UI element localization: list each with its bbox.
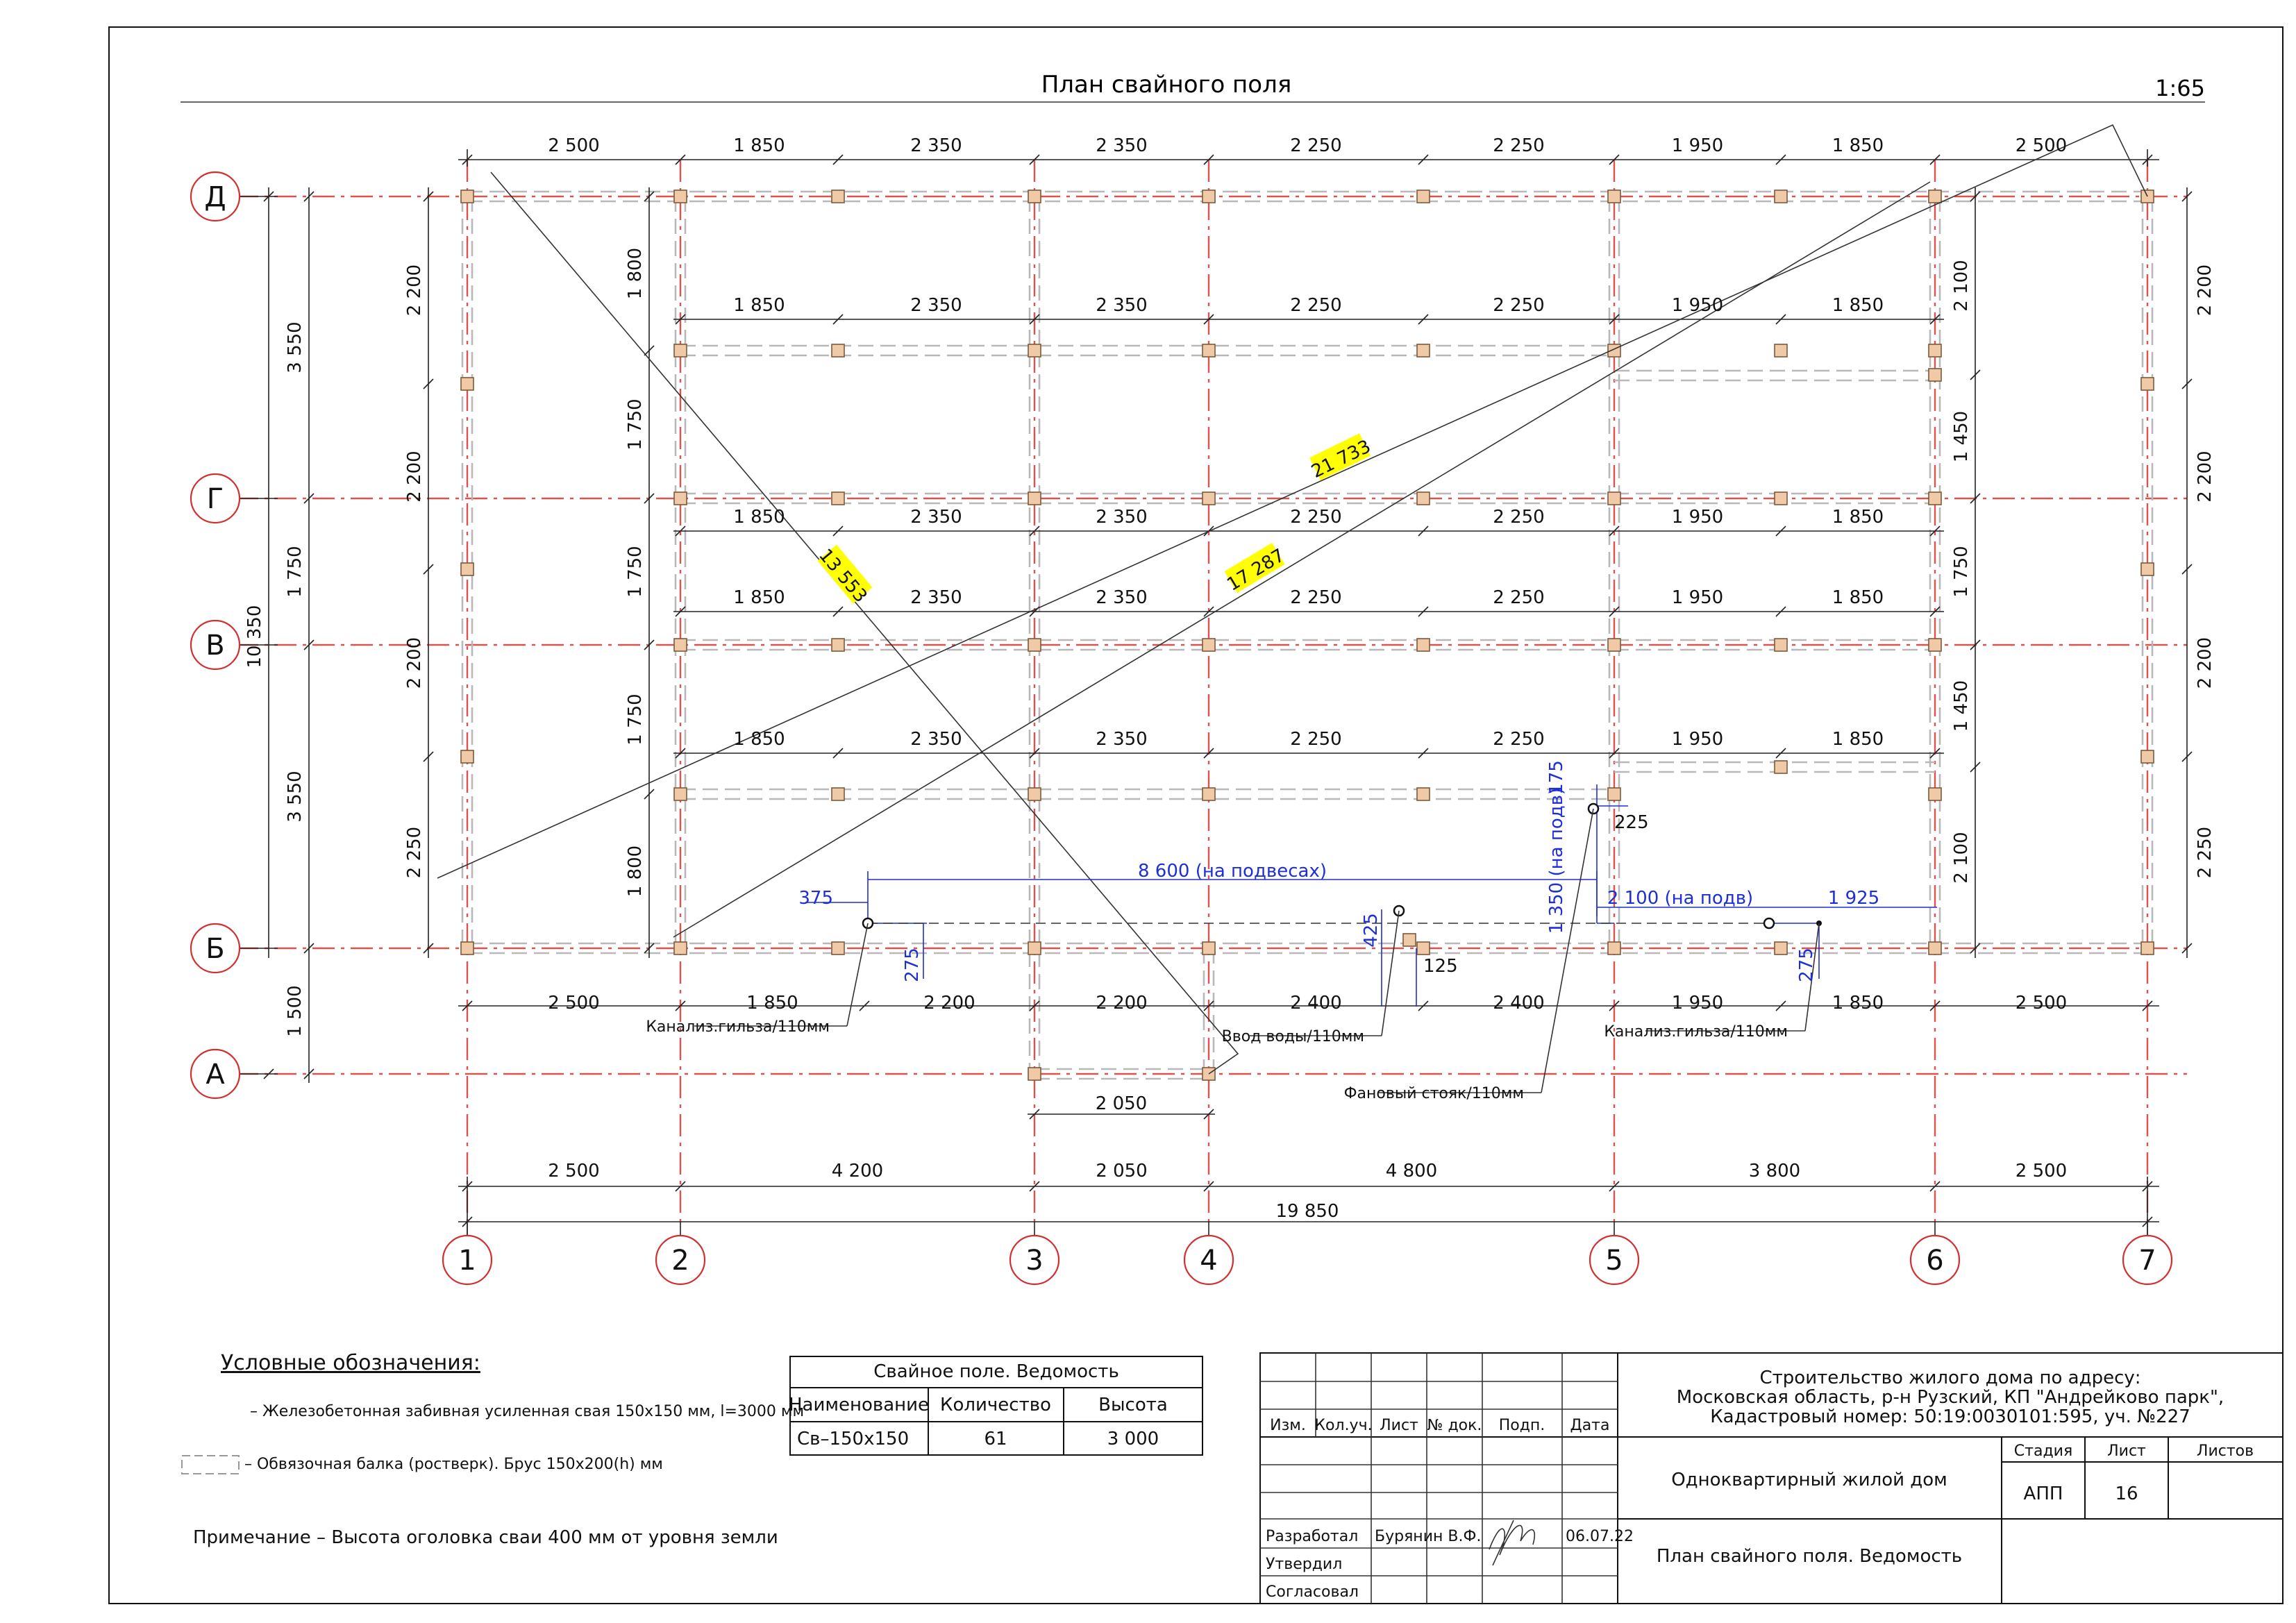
dims_bottom-1: 1 850 bbox=[746, 993, 798, 1014]
dim-375: 375 bbox=[798, 888, 833, 909]
schedule-table bbox=[789, 1356, 1203, 1455]
dims_col2-0: 1 800 bbox=[625, 247, 646, 300]
pile bbox=[2141, 563, 2154, 575]
pile bbox=[674, 190, 687, 203]
dims_top-1: 1 850 bbox=[733, 135, 785, 156]
stamp-sheets-header: Листов bbox=[2196, 1443, 2254, 1460]
pile bbox=[1929, 492, 1941, 505]
dims_row4-0: 1 850 bbox=[733, 587, 785, 608]
dims_col2-1: 1 750 bbox=[625, 398, 646, 451]
pile bbox=[1203, 639, 1215, 651]
dims_row3-2: 2 350 bbox=[1096, 507, 1148, 528]
stamp-utv: Утвердил bbox=[1266, 1556, 1343, 1573]
dims_col2-4: 1 800 bbox=[625, 845, 646, 898]
pile bbox=[1608, 492, 1620, 505]
dim-total: 19 850 bbox=[1275, 1201, 1339, 1222]
dims_row2-2: 2 350 bbox=[1096, 295, 1148, 316]
dims_col2-2: 1 750 bbox=[625, 546, 646, 598]
dims_axes-3: 4 800 bbox=[1385, 1161, 1438, 1181]
pile bbox=[1028, 639, 1041, 651]
label-fan: Фановый стояк/110мм bbox=[1343, 1085, 1524, 1102]
dims_col6-4: 2 100 bbox=[1951, 832, 1972, 884]
dims_bottom-8: 2 500 bbox=[2015, 993, 2068, 1014]
stamp-sogl: Согласовал bbox=[1266, 1583, 1359, 1601]
dims_row2-4: 2 250 bbox=[1493, 295, 1545, 316]
pile bbox=[674, 344, 687, 357]
dims_axes-5: 2 500 bbox=[2015, 1161, 2068, 1181]
schedule-title: Свайное поле. Ведомость bbox=[873, 1361, 1119, 1382]
stamp-sheet-header: Лист bbox=[2107, 1443, 2146, 1460]
dims_bottom-2: 2 200 bbox=[923, 993, 975, 1014]
title-block bbox=[1260, 1353, 2283, 1604]
pile bbox=[1203, 190, 1215, 203]
dims_left_inner-2: 2 200 bbox=[404, 637, 425, 689]
label-kanal-1: Канализ.гильза/110мм bbox=[646, 1018, 830, 1036]
dims_top-3: 2 350 bbox=[1096, 135, 1148, 156]
pile bbox=[1929, 369, 1941, 381]
dims_row5-2: 2 350 bbox=[1096, 729, 1148, 750]
pile bbox=[1608, 190, 1620, 203]
drawing-title: План свайного поля bbox=[1041, 71, 1292, 99]
dims_row4-3: 2 250 bbox=[1290, 587, 1342, 608]
dims_right-3: 2 250 bbox=[2195, 826, 2215, 879]
dims_top-2: 2 350 bbox=[910, 135, 962, 156]
axis-label-v-2: 3 bbox=[1025, 1245, 1044, 1277]
pile bbox=[674, 492, 687, 505]
axis-label-v-3: 4 bbox=[1200, 1245, 1218, 1277]
pile bbox=[2141, 378, 2154, 390]
dims_row3-1: 2 350 bbox=[910, 507, 962, 528]
dim-425: 425 bbox=[1361, 913, 1382, 948]
pile bbox=[1417, 639, 1430, 651]
pile bbox=[1929, 942, 1941, 955]
pile bbox=[1417, 942, 1430, 955]
pile bbox=[832, 190, 844, 203]
dims_top-5: 2 250 bbox=[1493, 135, 1545, 156]
pile bbox=[1028, 190, 1041, 203]
dims_row3-5: 1 950 bbox=[1671, 507, 1724, 528]
axis-label-v-0: 1 bbox=[458, 1245, 476, 1277]
schedule-cell-name: Св–150х150 bbox=[797, 1429, 910, 1449]
dim-275a: 275 bbox=[902, 948, 923, 982]
vertical-axis-bubbles bbox=[443, 1222, 2172, 1284]
stamp-address-1: Строительство жилого дома по адресу: bbox=[1759, 1368, 2141, 1388]
stamp-col-doc: № док. bbox=[1427, 1417, 1482, 1434]
schedule-header-height: Высота bbox=[1098, 1395, 1168, 1415]
schedule-cell-height: 3 000 bbox=[1107, 1429, 1159, 1449]
pile bbox=[1775, 639, 1787, 651]
pile bbox=[1417, 492, 1430, 505]
pile bbox=[1203, 344, 1215, 357]
axis-label-h-1: Г bbox=[206, 483, 224, 515]
pile bbox=[674, 788, 687, 800]
axis-label-h-2: В bbox=[206, 630, 225, 662]
dims_top-4: 2 250 bbox=[1290, 135, 1342, 156]
dim-left-total: 10 350 bbox=[244, 605, 265, 668]
signature bbox=[1489, 1520, 1534, 1565]
pile bbox=[1608, 788, 1620, 800]
dims_row2-0: 1 850 bbox=[733, 295, 785, 316]
pile bbox=[832, 639, 844, 651]
dims_left_inner-3: 2 250 bbox=[404, 826, 425, 879]
pile bbox=[1608, 639, 1620, 651]
dims_bottom-6: 1 950 bbox=[1671, 993, 1724, 1014]
dims_row5-4: 2 250 bbox=[1493, 729, 1545, 750]
pile bbox=[1775, 190, 1787, 203]
pile bbox=[461, 563, 474, 575]
pile bbox=[1929, 344, 1941, 357]
legend-title: Условные обозначения: bbox=[221, 1351, 480, 1375]
diag-label-3: 13 553 bbox=[814, 545, 871, 607]
pile bbox=[2141, 750, 2154, 763]
axis-label-v-6: 7 bbox=[2138, 1245, 2156, 1277]
grillage-beams bbox=[462, 192, 2152, 1079]
dims_bottom-7: 1 850 bbox=[1832, 993, 1884, 1014]
dims_bottom-3: 2 200 bbox=[1096, 993, 1148, 1014]
dims_row4-1: 2 350 bbox=[910, 587, 962, 608]
diag-label-2: 17 287 bbox=[1223, 545, 1289, 596]
dims_top-8: 2 500 bbox=[2015, 135, 2068, 156]
dims_left_inner-1: 2 200 bbox=[404, 451, 425, 503]
pile bbox=[1775, 344, 1787, 357]
beam-legend-icon bbox=[182, 1456, 239, 1474]
dimension-lines bbox=[269, 149, 2187, 1236]
pile bbox=[1028, 788, 1041, 800]
stamp-col-koluch: Кол.уч. bbox=[1314, 1417, 1373, 1434]
dims_row2-6: 1 850 bbox=[1832, 295, 1884, 316]
dims_right-1: 2 200 bbox=[2195, 451, 2215, 503]
dims_row5-5: 1 950 bbox=[1671, 729, 1724, 750]
dim-2050: 2 050 bbox=[1095, 1093, 1148, 1114]
schedule-cell-qty: 61 bbox=[984, 1429, 1007, 1449]
dims_left_inner-0: 2 200 bbox=[404, 264, 425, 317]
stamp-address-2: Московская область, р-н Рузский, КП "Андрейково парк", bbox=[1676, 1387, 2224, 1408]
dim-8600: 8 600 (на подвесах) bbox=[1138, 861, 1327, 882]
stamp-stage: АПП bbox=[2023, 1483, 2063, 1504]
dims_col2-3: 1 750 bbox=[625, 693, 646, 746]
pile bbox=[1203, 492, 1215, 505]
stamp-razrab-name: Бурянин В.Ф. bbox=[1375, 1528, 1482, 1545]
pile bbox=[461, 942, 474, 955]
schedule-header-qty: Количество bbox=[940, 1395, 1051, 1415]
dims_top-6: 1 950 bbox=[1671, 135, 1724, 156]
axis-label-v-5: 6 bbox=[1926, 1245, 1944, 1277]
dims_col6-3: 1 450 bbox=[1951, 680, 1972, 732]
dims_left_outer-3: 1 500 bbox=[285, 985, 305, 1037]
pile bbox=[1929, 190, 1941, 203]
dims_row5-6: 1 850 bbox=[1832, 729, 1884, 750]
pile bbox=[1028, 1068, 1041, 1080]
dims_row2-3: 2 250 bbox=[1290, 295, 1342, 316]
dims_axes-1: 4 200 bbox=[831, 1161, 884, 1181]
dim-1925: 1 925 bbox=[1827, 888, 1880, 909]
dims_axes-0: 2 500 bbox=[548, 1161, 600, 1181]
dim-225: 225 bbox=[1614, 812, 1649, 833]
pile bbox=[1203, 788, 1215, 800]
pile bbox=[1028, 492, 1041, 505]
pile bbox=[1417, 190, 1430, 203]
stamp-razrab-label: Разработал bbox=[1266, 1528, 1359, 1545]
legend bbox=[182, 1351, 804, 1548]
dims_row3-4: 2 250 bbox=[1493, 507, 1545, 528]
pile bbox=[1417, 344, 1430, 357]
pile bbox=[674, 639, 687, 651]
pile bbox=[1775, 942, 1787, 955]
stamp-date: 06.07.22 bbox=[1566, 1528, 1634, 1545]
axis-label-h-0: Д bbox=[204, 181, 226, 213]
pile bbox=[1775, 492, 1787, 505]
dims_left_outer-0: 3 550 bbox=[285, 321, 305, 373]
stamp-sheet-title: План свайного поля. Ведомость bbox=[1656, 1546, 1963, 1567]
pile bbox=[1775, 761, 1787, 773]
dims_bottom-5: 2 400 bbox=[1493, 993, 1545, 1014]
pile bbox=[1929, 639, 1941, 651]
dims_col6-0: 2 100 bbox=[1951, 260, 1972, 312]
pile bbox=[461, 378, 474, 390]
axis-label-v-4: 5 bbox=[1605, 1245, 1623, 1277]
pile bbox=[832, 788, 844, 800]
pile bbox=[1403, 934, 1416, 946]
dims_right-0: 2 200 bbox=[2195, 264, 2215, 317]
piles-layer bbox=[461, 190, 2154, 1080]
dims_row2-5: 1 950 bbox=[1671, 295, 1724, 316]
dims_row5-0: 1 850 bbox=[733, 729, 785, 750]
schedule-header-name: Наименование bbox=[788, 1395, 930, 1415]
dims_row4-2: 2 350 bbox=[1096, 587, 1148, 608]
dim-1350: 1 350 (на подв) bbox=[1546, 787, 1567, 934]
stamp-object: Одноквартирный жилой дом bbox=[1671, 1470, 1947, 1490]
pile bbox=[832, 492, 844, 505]
label-kanal-2: Канализ.гильза/110мм bbox=[1604, 1023, 1788, 1041]
pile bbox=[674, 942, 687, 955]
dims_bottom-4: 2 400 bbox=[1290, 993, 1342, 1014]
pile bbox=[2141, 942, 2154, 955]
dims_axes-2: 2 050 bbox=[1096, 1161, 1148, 1181]
stamp-sheet: 16 bbox=[2115, 1483, 2138, 1504]
dim-175: 175 bbox=[1546, 760, 1567, 795]
stamp-col-podp: Подп. bbox=[1498, 1417, 1545, 1434]
dims_left_outer-2: 3 550 bbox=[285, 771, 305, 823]
drawing-scale: 1:65 bbox=[2155, 75, 2205, 101]
stamp-col-izm: Изм. bbox=[1270, 1417, 1306, 1434]
axis-label-h-3: Б bbox=[206, 933, 225, 965]
dims_row4-4: 2 250 bbox=[1493, 587, 1545, 608]
dims_row5-1: 2 350 bbox=[910, 729, 962, 750]
pile bbox=[832, 344, 844, 357]
dims_row3-3: 2 250 bbox=[1290, 507, 1342, 528]
dims_axes-4: 3 800 bbox=[1748, 1161, 1801, 1181]
stamp-address-3: Кадастровый номер: 50:19:0030101:595, уч. №227 bbox=[1710, 1406, 2190, 1427]
dims_row3-0: 1 850 bbox=[733, 507, 785, 528]
dims_left_outer-1: 1 750 bbox=[285, 546, 305, 598]
pile bbox=[1203, 942, 1215, 955]
dims_bottom-0: 2 500 bbox=[548, 993, 600, 1014]
dims_row4-6: 1 850 bbox=[1832, 587, 1884, 608]
stamp-col-date: Дата bbox=[1570, 1417, 1610, 1434]
label-voda: Ввод воды/110мм bbox=[1221, 1028, 1364, 1045]
pile bbox=[832, 942, 844, 955]
axis-label-h-4: А bbox=[206, 1059, 225, 1091]
pile bbox=[1417, 788, 1430, 800]
pile bbox=[461, 190, 474, 203]
legend-note: Примечание – Высота оголовка сваи 400 мм от уровня земли bbox=[193, 1527, 778, 1548]
dim-125: 125 bbox=[1423, 956, 1458, 977]
dims_right-2: 2 200 bbox=[2195, 637, 2215, 689]
pile bbox=[1028, 344, 1041, 357]
dimension-ticks bbox=[264, 155, 2192, 1227]
dim-2100: 2 100 (на подв) bbox=[1607, 888, 1754, 909]
dims_row4-5: 1 950 bbox=[1671, 587, 1724, 608]
dims_col6-1: 1 450 bbox=[1951, 410, 1972, 463]
dims_top-7: 1 850 bbox=[1832, 135, 1884, 156]
dims_row2-1: 2 350 bbox=[910, 295, 962, 316]
dims_row3-6: 1 850 bbox=[1832, 507, 1884, 528]
legend-beam: – Обвязочная балка (ростверк). Брус 150х200(h) мм bbox=[244, 1456, 663, 1473]
diag-label-1: 21 733 bbox=[1308, 436, 1375, 483]
stamp-col-list: Лист bbox=[1380, 1417, 1418, 1434]
pile bbox=[461, 750, 474, 763]
pile bbox=[1608, 942, 1620, 955]
pile bbox=[1929, 788, 1941, 800]
dims_top-0: 2 500 bbox=[548, 135, 600, 156]
stamp-stage-header: Стадия bbox=[2013, 1443, 2073, 1460]
dims_col6-2: 1 750 bbox=[1951, 546, 1972, 598]
utilities-layer bbox=[646, 760, 1937, 1102]
pile bbox=[1028, 942, 1041, 955]
dims_row5-3: 2 250 bbox=[1290, 729, 1342, 750]
dim-275b: 275 bbox=[1796, 948, 1817, 982]
legend-pile: – Железобетонная забивная усиленная свая 150х150 мм, l=3000 мм bbox=[250, 1403, 805, 1420]
axis-label-v-1: 2 bbox=[671, 1245, 689, 1277]
